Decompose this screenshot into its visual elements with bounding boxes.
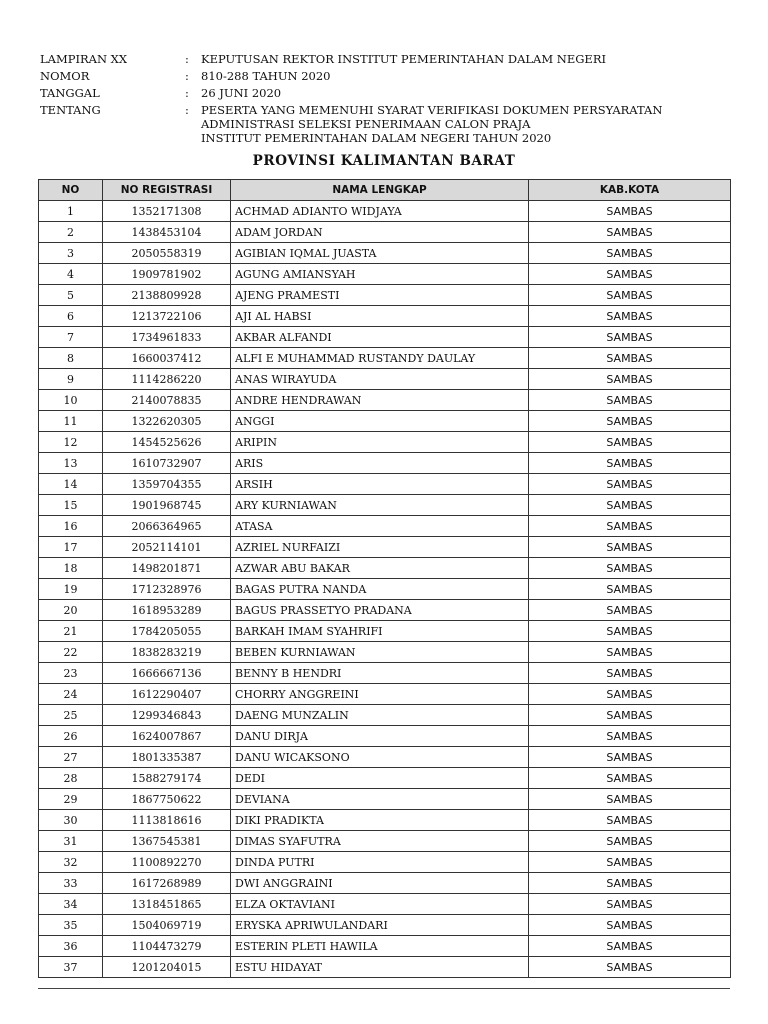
- header-colon: :: [185, 86, 189, 100]
- column-header-no: NO: [39, 180, 103, 201]
- cell-name: ERYSKA APRIWULANDARI: [231, 915, 529, 936]
- cell-name: CHORRY ANGGREINI: [231, 684, 529, 705]
- cell-name: DEDI: [231, 768, 529, 789]
- cell-district: SAMBAS: [529, 411, 731, 432]
- cell-district: SAMBAS: [529, 684, 731, 705]
- cell-registration: 1784205055: [103, 621, 231, 642]
- table-row: [39, 474, 731, 495]
- cell-registration: 1610732907: [103, 453, 231, 474]
- table-body: [39, 201, 731, 978]
- cell-registration: 1352171308: [103, 201, 231, 222]
- cell-district: SAMBAS: [529, 705, 731, 726]
- cell-no: 32: [39, 852, 103, 873]
- cell-no: 37: [39, 957, 103, 978]
- cell-registration: 1113818616: [103, 810, 231, 831]
- cell-registration: 1100892270: [103, 852, 231, 873]
- cell-no: 22: [39, 642, 103, 663]
- cell-name: ARSIH: [231, 474, 529, 495]
- header-value: [201, 69, 730, 83]
- cell-name: ALFI E MUHAMMAD RUSTANDY DAULAY: [231, 348, 529, 369]
- cell-name: AGIBIAN IQMAL JUASTA: [231, 243, 529, 264]
- cell-name: BARKAH IMAM SYAHRIFI: [231, 621, 529, 642]
- cell-registration: 1504069719: [103, 915, 231, 936]
- cell-district: SAMBAS: [529, 642, 731, 663]
- cell-registration: 1201204015: [103, 957, 231, 978]
- cell-district: SAMBAS: [529, 747, 731, 768]
- cell-no: 23: [39, 663, 103, 684]
- header-row-lampiran: [40, 52, 730, 66]
- table-row: [39, 705, 731, 726]
- cell-no: 33: [39, 873, 103, 894]
- table-row: [39, 852, 731, 873]
- cell-registration: 2050558319: [103, 243, 231, 264]
- cell-no: 34: [39, 894, 103, 915]
- cell-no: 17: [39, 537, 103, 558]
- cell-registration: 1624007867: [103, 726, 231, 747]
- cell-no: 30: [39, 810, 103, 831]
- cell-district: SAMBAS: [529, 243, 731, 264]
- cell-no: 6: [39, 306, 103, 327]
- cell-district: SAMBAS: [529, 579, 731, 600]
- cell-name: BEBEN KURNIAWAN: [231, 642, 529, 663]
- cell-name: AZRIEL NURFAIZI: [231, 537, 529, 558]
- document-header: [40, 52, 730, 148]
- cell-district: SAMBAS: [529, 264, 731, 285]
- table-row: [39, 915, 731, 936]
- cell-registration: 1438453104: [103, 222, 231, 243]
- column-header-district: KAB.KOTA: [529, 180, 731, 201]
- cell-district: SAMBAS: [529, 369, 731, 390]
- table-row: [39, 621, 731, 642]
- cell-name: BAGUS PRASSETYO PRADANA: [231, 600, 529, 621]
- cell-district: SAMBAS: [529, 726, 731, 747]
- cell-registration: 1734961833: [103, 327, 231, 348]
- cell-no: 15: [39, 495, 103, 516]
- bottom-divider: [38, 988, 730, 989]
- table-row: [39, 516, 731, 537]
- cell-district: SAMBAS: [529, 474, 731, 495]
- cell-district: SAMBAS: [529, 810, 731, 831]
- cell-district: SAMBAS: [529, 621, 731, 642]
- cell-registration: 1838283219: [103, 642, 231, 663]
- table-row: [39, 432, 731, 453]
- cell-district: SAMBAS: [529, 537, 731, 558]
- cell-registration: 1617268989: [103, 873, 231, 894]
- cell-district: SAMBAS: [529, 600, 731, 621]
- cell-no: 2: [39, 222, 103, 243]
- cell-registration: 1359704355: [103, 474, 231, 495]
- table-row: [39, 579, 731, 600]
- cell-name: AJENG PRAMESTI: [231, 285, 529, 306]
- header-value-line: PESERTA YANG MEMENUHI SYARAT VERIFIKASI DOKUMEN PERSYARATAN: [201, 103, 663, 117]
- cell-no: 25: [39, 705, 103, 726]
- province-title: PROVINSI KALIMANTAN BARAT: [252, 153, 516, 169]
- cell-no: 16: [39, 516, 103, 537]
- cell-name: ATASA: [231, 516, 529, 537]
- column-header-registration: NO REGISTRASI: [103, 180, 231, 201]
- cell-no: 35: [39, 915, 103, 936]
- cell-district: SAMBAS: [529, 915, 731, 936]
- cell-name: DIKI PRADIKTA: [231, 810, 529, 831]
- header-row-tanggal: [40, 86, 730, 100]
- cell-no: 14: [39, 474, 103, 495]
- cell-name: ANDRE HENDRAWAN: [231, 390, 529, 411]
- header-value-line: ADMINISTRASI SELEKSI PENERIMAAN CALON PRAJA: [201, 117, 531, 131]
- table-row: [39, 348, 731, 369]
- cell-no: 10: [39, 390, 103, 411]
- cell-registration: 1367545381: [103, 831, 231, 852]
- header-row-nomor: [40, 69, 730, 83]
- cell-registration: 1498201871: [103, 558, 231, 579]
- cell-no: 31: [39, 831, 103, 852]
- cell-district: SAMBAS: [529, 201, 731, 222]
- table-row: [39, 306, 731, 327]
- cell-registration: 1660037412: [103, 348, 231, 369]
- table-row: [39, 789, 731, 810]
- table-row: [39, 894, 731, 915]
- cell-name: ADAM JORDAN: [231, 222, 529, 243]
- cell-no: 20: [39, 600, 103, 621]
- table-row: [39, 936, 731, 957]
- cell-district: SAMBAS: [529, 327, 731, 348]
- cell-registration: 2140078835: [103, 390, 231, 411]
- cell-name: BENNY B HENDRI: [231, 663, 529, 684]
- header-value: [201, 52, 730, 66]
- cell-no: 27: [39, 747, 103, 768]
- table-row: [39, 222, 731, 243]
- table-row: [39, 537, 731, 558]
- cell-registration: 1454525626: [103, 432, 231, 453]
- cell-registration: 1588279174: [103, 768, 231, 789]
- cell-district: SAMBAS: [529, 558, 731, 579]
- cell-registration: 1104473279: [103, 936, 231, 957]
- header-value: [201, 103, 730, 145]
- cell-registration: 1801335387: [103, 747, 231, 768]
- cell-name: ARIS: [231, 453, 529, 474]
- cell-registration: 1318451865: [103, 894, 231, 915]
- cell-no: 8: [39, 348, 103, 369]
- cell-name: DEVIANA: [231, 789, 529, 810]
- cell-name: ELZA OKTAVIANI: [231, 894, 529, 915]
- table-row: [39, 684, 731, 705]
- cell-name: DINDA PUTRI: [231, 852, 529, 873]
- header-value: [201, 86, 730, 100]
- header-label: NOMOR: [40, 69, 90, 83]
- cell-district: SAMBAS: [529, 789, 731, 810]
- cell-name: ESTU HIDAYAT: [231, 957, 529, 978]
- cell-no: 19: [39, 579, 103, 600]
- cell-registration: 1299346843: [103, 705, 231, 726]
- table-row: [39, 411, 731, 432]
- header-label: TENTANG: [40, 103, 101, 117]
- table-row: [39, 285, 731, 306]
- participant-table: [38, 179, 731, 978]
- cell-name: DIMAS SYAFUTRA: [231, 831, 529, 852]
- table-row: [39, 600, 731, 621]
- table-row: [39, 264, 731, 285]
- cell-no: 12: [39, 432, 103, 453]
- cell-registration: 2066364965: [103, 516, 231, 537]
- cell-name: ARY KURNIAWAN: [231, 495, 529, 516]
- cell-no: 7: [39, 327, 103, 348]
- table-row: [39, 369, 731, 390]
- header-label: LAMPIRAN XX: [40, 52, 128, 66]
- cell-no: 11: [39, 411, 103, 432]
- cell-name: DANU DIRJA: [231, 726, 529, 747]
- cell-no: 18: [39, 558, 103, 579]
- table-row: [39, 201, 731, 222]
- header-value-line: 810-288 TAHUN 2020: [201, 69, 331, 83]
- table-row: [39, 390, 731, 411]
- cell-no: 5: [39, 285, 103, 306]
- cell-registration: 2138809928: [103, 285, 231, 306]
- cell-name: AGUNG AMIANSYAH: [231, 264, 529, 285]
- cell-district: SAMBAS: [529, 390, 731, 411]
- cell-registration: 1909781902: [103, 264, 231, 285]
- cell-name: DWI ANGGRAINI: [231, 873, 529, 894]
- cell-name: ANAS WIRAYUDA: [231, 369, 529, 390]
- cell-name: ARIPIN: [231, 432, 529, 453]
- cell-registration: 1213722106: [103, 306, 231, 327]
- table-row: [39, 495, 731, 516]
- cell-name: AZWAR ABU BAKAR: [231, 558, 529, 579]
- table-row: [39, 831, 731, 852]
- header-row-tentang: [40, 103, 730, 145]
- table-row: [39, 747, 731, 768]
- cell-district: SAMBAS: [529, 306, 731, 327]
- table-row: [39, 810, 731, 831]
- header-colon: :: [185, 103, 189, 117]
- cell-registration: 1618953289: [103, 600, 231, 621]
- cell-no: 9: [39, 369, 103, 390]
- cell-district: SAMBAS: [529, 453, 731, 474]
- cell-registration: 2052114101: [103, 537, 231, 558]
- cell-district: SAMBAS: [529, 516, 731, 537]
- cell-name: ACHMAD ADIANTO WIDJAYA: [231, 201, 529, 222]
- cell-registration: 1322620305: [103, 411, 231, 432]
- cell-no: 13: [39, 453, 103, 474]
- cell-no: 24: [39, 684, 103, 705]
- cell-name: AKBAR ALFANDI: [231, 327, 529, 348]
- header-colon: :: [185, 69, 189, 83]
- cell-name: ANGGI: [231, 411, 529, 432]
- cell-district: SAMBAS: [529, 432, 731, 453]
- header-value-line: 26 JUNI 2020: [201, 86, 282, 100]
- table-header-row: [39, 180, 731, 201]
- cell-name: DAENG MUNZALIN: [231, 705, 529, 726]
- cell-name: AJI AL HABSI: [231, 306, 529, 327]
- table-row: [39, 663, 731, 684]
- cell-district: SAMBAS: [529, 663, 731, 684]
- cell-no: 3: [39, 243, 103, 264]
- cell-district: SAMBAS: [529, 873, 731, 894]
- table-row: [39, 453, 731, 474]
- cell-no: 28: [39, 768, 103, 789]
- cell-no: 4: [39, 264, 103, 285]
- cell-district: SAMBAS: [529, 894, 731, 915]
- cell-name: BAGAS PUTRA NANDA: [231, 579, 529, 600]
- table-row: [39, 642, 731, 663]
- cell-district: SAMBAS: [529, 222, 731, 243]
- cell-name: ESTERIN PLETI HAWILA: [231, 936, 529, 957]
- cell-name: DANU WICAKSONO: [231, 747, 529, 768]
- cell-registration: 1114286220: [103, 369, 231, 390]
- header-value-line: INSTITUT PEMERINTAHAN DALAM NEGERI TAHUN 2020: [201, 131, 552, 145]
- table-row: [39, 327, 731, 348]
- header-value-line: KEPUTUSAN REKTOR INSTITUT PEMERINTAHAN DALAM NEGERI: [201, 52, 607, 66]
- cell-registration: 1666667136: [103, 663, 231, 684]
- cell-no: 26: [39, 726, 103, 747]
- cell-registration: 1612290407: [103, 684, 231, 705]
- table-row: [39, 957, 731, 978]
- table-row: [39, 726, 731, 747]
- cell-district: SAMBAS: [529, 957, 731, 978]
- cell-district: SAMBAS: [529, 852, 731, 873]
- header-colon: :: [185, 52, 189, 66]
- cell-no: 1: [39, 201, 103, 222]
- cell-district: SAMBAS: [529, 495, 731, 516]
- cell-registration: 1712328976: [103, 579, 231, 600]
- cell-no: 21: [39, 621, 103, 642]
- table-row: [39, 243, 731, 264]
- cell-no: 29: [39, 789, 103, 810]
- table-row: [39, 558, 731, 579]
- table-row: [39, 768, 731, 789]
- cell-district: SAMBAS: [529, 936, 731, 957]
- cell-district: SAMBAS: [529, 831, 731, 852]
- table-row: [39, 873, 731, 894]
- header-label: TANGGAL: [40, 86, 100, 100]
- cell-district: SAMBAS: [529, 768, 731, 789]
- cell-district: SAMBAS: [529, 348, 731, 369]
- cell-registration: 1867750622: [103, 789, 231, 810]
- cell-registration: 1901968745: [103, 495, 231, 516]
- cell-no: 36: [39, 936, 103, 957]
- column-header-name: NAMA LENGKAP: [231, 180, 529, 201]
- cell-district: SAMBAS: [529, 285, 731, 306]
